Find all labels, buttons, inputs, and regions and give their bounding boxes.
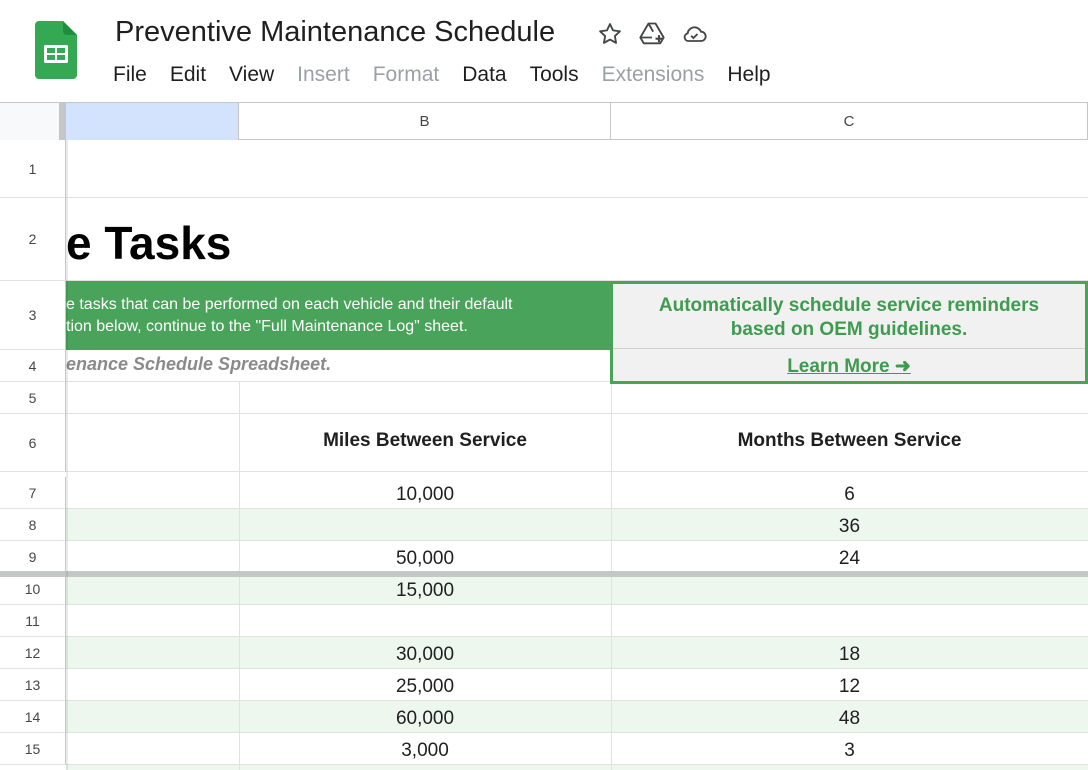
promo-divider	[613, 348, 1085, 349]
miles-cell[interactable]: 60,000	[395, 708, 455, 729]
column-header-c[interactable]: C	[611, 103, 1088, 140]
row-header-14[interactable]: 14	[0, 701, 66, 733]
row-header-15[interactable]: 15	[0, 733, 66, 765]
months-cell[interactable]: 12	[838, 676, 861, 697]
miles-cell[interactable]: 50,000	[395, 548, 455, 569]
months-cell[interactable]: 24	[838, 548, 861, 569]
cell-area[interactable]	[66, 140, 1088, 770]
cloud-status-icon[interactable]	[680, 20, 708, 48]
instructions-banner	[66, 281, 611, 350]
row-freeze-handle[interactable]	[0, 571, 1088, 577]
row-header-9[interactable]: 9	[0, 541, 66, 573]
sheet-row	[66, 140, 1088, 198]
promo-text	[613, 294, 1085, 342]
row-header-3[interactable]: 3	[0, 281, 66, 350]
menu-help[interactable]: Help	[727, 63, 771, 86]
row-header-8[interactable]: 8	[0, 509, 66, 541]
menu-data[interactable]: Data	[462, 63, 507, 86]
miles-cell[interactable]: 25,000	[395, 676, 455, 697]
table-row	[66, 765, 1088, 770]
row-header-6[interactable]: 6	[0, 414, 66, 472]
menu-insert[interactable]: Insert	[297, 63, 350, 86]
menu-bar	[113, 63, 794, 87]
banner-line-1: e tasks that can be performed on each vehicle and their default	[66, 296, 513, 313]
header-months-between-service[interactable]: Months Between Service	[737, 430, 962, 451]
column-header-a[interactable]	[66, 103, 239, 140]
sheet-subtitle: enance Schedule Spreadsheet.	[66, 354, 332, 374]
table-row	[66, 605, 1088, 637]
star-icon[interactable]	[596, 20, 624, 48]
row-header-7[interactable]: 7	[0, 477, 66, 509]
menu-file[interactable]: File	[113, 63, 147, 86]
sheet-row	[66, 382, 1088, 414]
menu-view[interactable]: View	[229, 63, 275, 86]
spreadsheet-grid	[0, 102, 1088, 770]
move-to-drive-icon[interactable]	[638, 20, 666, 48]
row-header-13[interactable]: 13	[0, 669, 66, 701]
row-header-12[interactable]: 12	[0, 637, 66, 669]
promo-line-2: based on OEM guidelines.	[730, 319, 968, 340]
column-header-row	[0, 102, 1088, 140]
banner-line-2: tion below, continue to the "Full Maintenance Log" sheet.	[66, 318, 468, 335]
column-header-b[interactable]: B	[239, 103, 611, 140]
promo-box	[610, 281, 1088, 384]
select-all-corner[interactable]	[0, 103, 60, 140]
sheets-logo-icon[interactable]	[35, 21, 77, 79]
miles-cell[interactable]: 3,000	[401, 740, 449, 761]
miles-cell[interactable]: 30,000	[395, 644, 455, 665]
months-cell[interactable]: 36	[838, 516, 861, 537]
row-header-11[interactable]: 11	[0, 605, 66, 637]
menu-tools[interactable]: Tools	[529, 63, 579, 86]
row-header-4[interactable]: 4	[0, 350, 66, 382]
row-header-10[interactable]: 10	[0, 573, 66, 605]
months-cell[interactable]: 18	[838, 644, 861, 665]
frozen-column-shadow	[66, 140, 68, 770]
menu-edit[interactable]: Edit	[169, 63, 207, 86]
miles-cell[interactable]: 10,000	[395, 484, 455, 505]
row-header-2[interactable]: 2	[0, 198, 66, 281]
months-cell[interactable]: 3	[844, 740, 855, 761]
row-header-1[interactable]: 1	[0, 140, 66, 198]
header-miles-between-service[interactable]: Miles Between Service	[323, 430, 527, 451]
menu-extensions[interactable]: Extensions	[601, 63, 705, 86]
learn-more-link[interactable]: Learn More ➜	[787, 356, 911, 377]
sheet-title: e Tasks	[66, 217, 232, 269]
months-cell[interactable]: 6	[844, 484, 855, 505]
promo-line-1: Automatically schedule service reminders	[658, 295, 1040, 316]
miles-cell[interactable]: 15,000	[395, 580, 455, 601]
menu-format[interactable]: Format	[372, 63, 440, 86]
months-cell[interactable]: 48	[838, 708, 861, 729]
document-title[interactable]: Preventive Maintenance Schedule	[115, 16, 556, 48]
row-header-5[interactable]: 5	[0, 382, 66, 414]
